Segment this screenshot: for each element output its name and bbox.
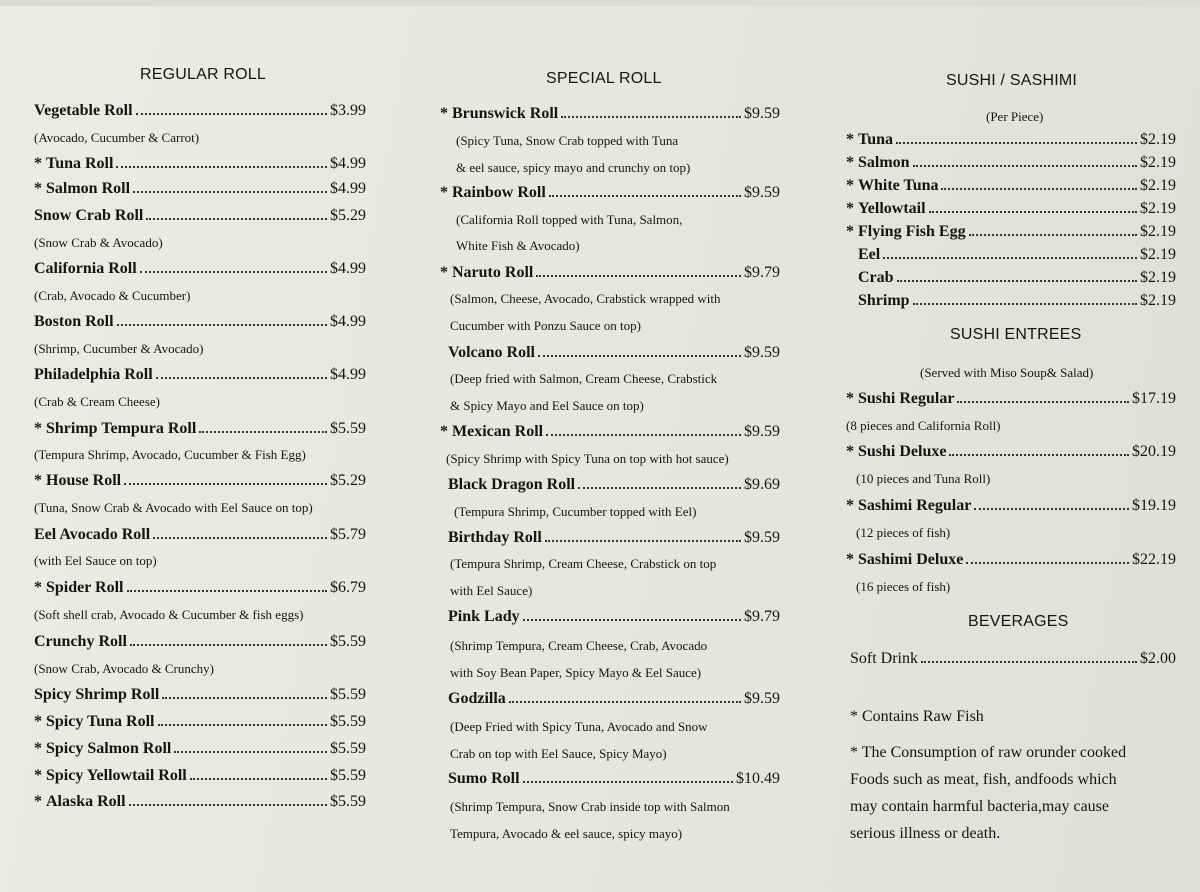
item-price: $22.19 xyxy=(1132,551,1176,568)
item-description: (Soft shell crab, Avocado & Cucumber & fish eggs) xyxy=(34,607,304,622)
item-name: Spider Roll xyxy=(46,579,124,596)
item-name: Godzilla xyxy=(448,690,506,707)
item-price: $5.59 xyxy=(330,767,366,784)
item-name: House Roll xyxy=(46,472,122,489)
raw-fish-marker: * xyxy=(846,177,854,194)
raw-fish-marker: * xyxy=(34,713,42,730)
item-price: $9.59 xyxy=(744,184,780,201)
item-description: (16 pieces of fish) xyxy=(856,579,951,594)
menu-item xyxy=(846,200,1176,218)
dot-leader xyxy=(545,540,741,542)
item-name: Yellowtail xyxy=(858,200,926,217)
item-name: Spicy Shrimp Roll xyxy=(34,686,160,703)
dot-leader xyxy=(130,644,327,646)
item-description: (Crab & Cream Cheese) xyxy=(34,394,160,409)
menu-item xyxy=(846,551,1176,569)
item-price: $2.19 xyxy=(1140,177,1176,194)
item-description: (Spicy Shrimp with Spicy Tuna on top with hot sauce) xyxy=(446,451,729,466)
dot-leader xyxy=(117,324,327,326)
menu-item xyxy=(858,246,1176,264)
health-warning-line: serious illness or death. xyxy=(850,825,1001,842)
menu-item xyxy=(34,793,366,811)
item-name: Spicy Tuna Roll xyxy=(46,713,155,730)
dot-leader xyxy=(156,377,327,379)
raw-fish-note: * Contains Raw Fish xyxy=(850,708,984,725)
item-price: $9.59 xyxy=(744,529,780,546)
item-description: (Avocado, Cucumber & Carrot) xyxy=(34,130,200,145)
item-name: Brunswick Roll xyxy=(452,105,559,122)
item-name: Sushi Deluxe xyxy=(858,443,947,460)
item-name: Birthday Roll xyxy=(448,529,542,546)
dot-leader xyxy=(127,590,328,592)
item-price: $2.00 xyxy=(1140,650,1176,667)
item-description: Tempura, Avocado & eel sauce, spicy mayo) xyxy=(450,826,683,841)
raw-fish-marker: * xyxy=(440,105,448,122)
item-price: $9.59 xyxy=(744,690,780,707)
item-name: Vegetable Roll xyxy=(34,102,133,119)
raw-fish-marker: * xyxy=(34,767,42,784)
dot-leader xyxy=(146,218,327,220)
item-name: California Roll xyxy=(34,260,137,277)
dot-leader xyxy=(949,454,1129,456)
dot-leader xyxy=(136,113,327,115)
item-description: (8 pieces and California Roll) xyxy=(846,418,1001,433)
raw-fish-marker: * xyxy=(34,472,42,489)
item-name: Sashimi Regular xyxy=(858,497,972,514)
section-title-sushi-sashimi: SUSHI / SASHIMI xyxy=(946,72,1078,89)
dot-leader xyxy=(153,537,327,539)
menu-item xyxy=(448,344,780,362)
dot-leader xyxy=(199,431,327,433)
item-name: Crab xyxy=(858,269,894,286)
item-description: (Salmon, Cheese, Avocado, Crabstick wrapped with xyxy=(450,291,721,306)
dot-leader xyxy=(124,483,327,485)
item-description: with Soy Bean Paper, Spicy Mayo & Eel Sauce) xyxy=(450,665,702,680)
dot-leader xyxy=(883,257,1137,259)
item-description: (California Roll topped with Tuna, Salmon, xyxy=(456,212,683,227)
item-price: $4.99 xyxy=(330,313,366,330)
menu-item xyxy=(846,131,1176,149)
menu-item xyxy=(846,443,1176,461)
item-price: $5.59 xyxy=(330,740,366,757)
section-subtitle: (Per Piece) xyxy=(986,109,1044,124)
raw-fish-marker: * xyxy=(440,423,448,440)
item-price: $4.99 xyxy=(330,260,366,277)
item-name: Salmon xyxy=(858,154,910,171)
item-description: (Tempura Shrimp, Cream Cheese, Crabstick on top xyxy=(450,556,717,571)
item-description: (Spicy Tuna, Snow Crab topped with Tuna xyxy=(456,133,679,148)
dot-leader xyxy=(129,804,327,806)
dot-leader xyxy=(549,195,741,197)
item-description: (Tuna, Snow Crab & Avocado with Eel Sauce on top) xyxy=(34,500,313,515)
raw-fish-marker: * xyxy=(846,551,854,568)
item-name: Tuna xyxy=(858,131,893,148)
item-price: $4.99 xyxy=(330,155,366,172)
item-price: $9.79 xyxy=(744,608,780,625)
item-price: $2.19 xyxy=(1140,154,1176,171)
menu-item xyxy=(440,184,780,202)
dot-leader xyxy=(158,724,328,726)
item-description: with Eel Sauce) xyxy=(450,583,533,598)
section-subtitle: (Served with Miso Soup& Salad) xyxy=(920,365,1094,380)
menu-item xyxy=(34,313,366,331)
item-price: $5.29 xyxy=(330,207,366,224)
item-description: (Tempura Shrimp, Avocado, Cucumber & Fish Egg) xyxy=(34,447,306,462)
item-price: $17.19 xyxy=(1132,390,1176,407)
item-price: $20.19 xyxy=(1132,443,1176,460)
menu-item xyxy=(34,207,366,225)
item-name: Sumo Roll xyxy=(448,770,520,787)
item-name: Spicy Salmon Roll xyxy=(46,740,172,757)
menu-item xyxy=(34,633,366,651)
section-title-special-roll: SPECIAL ROLL xyxy=(546,70,662,87)
menu-item xyxy=(858,269,1176,287)
item-price: $5.59 xyxy=(330,793,366,810)
item-description: (Snow Crab & Avocado) xyxy=(34,235,163,250)
dot-leader xyxy=(974,508,1129,510)
menu-item xyxy=(34,686,366,704)
menu-item xyxy=(34,366,366,384)
item-description: White Fish & Avocado) xyxy=(456,238,580,253)
item-price: $2.19 xyxy=(1140,223,1176,240)
health-warning-line: * The Consumption of raw orunder cooked xyxy=(850,744,1127,761)
raw-fish-marker: * xyxy=(846,223,854,240)
item-name: Sashimi Deluxe xyxy=(858,551,964,568)
raw-fish-marker: * xyxy=(34,420,42,437)
item-description: (10 pieces and Tuna Roll) xyxy=(856,471,991,486)
item-name: Shrimp xyxy=(858,292,910,309)
raw-fish-marker: * xyxy=(34,579,42,596)
dot-leader xyxy=(941,188,1137,190)
item-price: $6.79 xyxy=(330,579,366,596)
item-name: Eel Avocado Roll xyxy=(34,526,151,543)
item-name: Snow Crab Roll xyxy=(34,207,144,224)
menu-item xyxy=(846,390,1176,408)
item-description: (Deep Fried with Spicy Tuna, Avocado and Snow xyxy=(450,719,708,734)
item-name: Eel xyxy=(858,246,881,263)
menu-item xyxy=(440,264,780,282)
dot-leader xyxy=(913,165,1137,167)
item-price: $5.79 xyxy=(330,526,366,543)
item-price: $9.59 xyxy=(744,105,780,122)
health-warning-line: Foods such as meat, fish, andfoods which xyxy=(850,771,1117,788)
dot-leader xyxy=(897,280,1137,282)
menu-item xyxy=(846,223,1176,241)
menu-item xyxy=(34,420,366,438)
item-name: Naruto Roll xyxy=(452,264,534,281)
dot-leader xyxy=(116,166,327,168)
raw-fish-marker: * xyxy=(846,154,854,171)
menu-item xyxy=(846,154,1176,172)
item-price: $5.59 xyxy=(330,713,366,730)
item-price: $2.19 xyxy=(1140,131,1176,148)
item-name: Philadelphia Roll xyxy=(34,366,153,383)
raw-fish-marker: * xyxy=(846,443,854,460)
health-warning-line: may contain harmful bacteria,may cause xyxy=(850,798,1109,815)
item-description: (Shrimp Tempura, Cream Cheese, Crab, Avocado xyxy=(450,638,708,653)
raw-fish-marker: * xyxy=(34,180,42,197)
item-name: Boston Roll xyxy=(34,313,114,330)
item-description: (Crab, Avocado & Cucumber) xyxy=(34,288,191,303)
item-name: Crunchy Roll xyxy=(34,633,127,650)
raw-fish-marker: * xyxy=(440,184,448,201)
item-name: Spicy Yellowtail Roll xyxy=(46,767,187,784)
item-name: Salmon Roll xyxy=(46,180,131,197)
item-price: $5.29 xyxy=(330,472,366,489)
dot-leader xyxy=(969,234,1137,236)
item-description: (Snow Crab, Avocado & Crunchy) xyxy=(34,661,214,676)
dot-leader xyxy=(536,275,741,277)
item-name: Sushi Regular xyxy=(858,390,955,407)
menu-item xyxy=(448,529,780,547)
dot-leader xyxy=(561,116,741,118)
item-description: (Deep fried with Salmon, Cream Cheese, Crabstick xyxy=(450,371,718,386)
menu-item xyxy=(850,650,1176,668)
raw-fish-marker: * xyxy=(846,200,854,217)
item-description: (Tempura Shrimp, Cucumber topped with Eel) xyxy=(454,504,697,519)
item-name: Soft Drink xyxy=(850,650,918,667)
dot-leader xyxy=(140,271,327,273)
menu-item xyxy=(448,690,780,708)
item-price: $3.99 xyxy=(330,102,366,119)
item-price: $9.59 xyxy=(744,344,780,361)
raw-fish-marker: * xyxy=(440,264,448,281)
item-price: $2.19 xyxy=(1140,292,1176,309)
item-price: $9.69 xyxy=(744,476,780,493)
dot-leader xyxy=(523,619,741,621)
menu-item xyxy=(34,767,366,785)
item-name: Volcano Roll xyxy=(448,344,535,361)
item-price: $9.79 xyxy=(744,264,780,281)
item-description: Cucumber with Ponzu Sauce on top) xyxy=(450,318,641,333)
item-price: $2.19 xyxy=(1140,269,1176,286)
menu-item xyxy=(34,472,366,490)
dot-leader xyxy=(966,562,1129,564)
item-name: Tuna Roll xyxy=(46,155,114,172)
raw-fish-marker: * xyxy=(34,155,42,172)
item-price: $5.59 xyxy=(330,633,366,650)
menu-item xyxy=(34,102,366,120)
item-name: White Tuna xyxy=(858,177,939,194)
item-description: & eel sauce, spicy mayo and crunchy on top) xyxy=(456,160,691,175)
menu-item xyxy=(34,260,366,278)
menu-item xyxy=(34,740,366,758)
item-description: (Shrimp Tempura, Snow Crab inside top with Salmon xyxy=(450,799,730,814)
menu-page xyxy=(0,6,1200,892)
menu-item xyxy=(34,526,366,544)
raw-fish-marker: * xyxy=(34,740,42,757)
item-description: (Shrimp, Cucumber & Avocado) xyxy=(34,341,204,356)
item-price: $4.99 xyxy=(330,366,366,383)
dot-leader xyxy=(921,661,1137,663)
menu-item xyxy=(846,177,1176,195)
section-title-regular-roll: REGULAR ROLL xyxy=(140,66,266,83)
menu-item xyxy=(34,180,366,198)
dot-leader xyxy=(578,487,741,489)
dot-leader xyxy=(174,751,327,753)
item-name: Flying Fish Egg xyxy=(858,223,966,240)
menu-item xyxy=(448,770,780,788)
menu-item xyxy=(858,292,1176,310)
item-price: $2.19 xyxy=(1140,200,1176,217)
item-price: $10.49 xyxy=(736,770,780,787)
item-description: & Spicy Mayo and Eel Sauce on top) xyxy=(450,398,644,413)
item-price: $19.19 xyxy=(1132,497,1176,514)
menu-item xyxy=(448,608,780,626)
item-price: $5.59 xyxy=(330,420,366,437)
menu-item xyxy=(440,423,780,441)
item-description: (with Eel Sauce on top) xyxy=(34,553,157,568)
section-title-sushi-entrees: SUSHI ENTREES xyxy=(950,326,1082,343)
item-price: $4.99 xyxy=(330,180,366,197)
item-price: $2.19 xyxy=(1140,246,1176,263)
dot-leader xyxy=(929,211,1137,213)
dot-leader xyxy=(509,701,741,703)
section-title-beverages: BEVERAGES xyxy=(968,613,1069,630)
item-name: Pink Lady xyxy=(448,608,520,625)
item-name: Shrimp Tempura Roll xyxy=(46,420,197,437)
item-name: Black Dragon Roll xyxy=(448,476,576,493)
dot-leader xyxy=(546,434,741,436)
raw-fish-marker: * xyxy=(34,793,42,810)
dot-leader xyxy=(538,355,741,357)
item-price: $9.59 xyxy=(744,423,780,440)
dot-leader xyxy=(913,303,1137,305)
dot-leader xyxy=(190,778,327,780)
raw-fish-marker: * xyxy=(846,390,854,407)
menu-item xyxy=(448,476,780,494)
dot-leader xyxy=(896,142,1137,144)
item-price: $5.59 xyxy=(330,686,366,703)
menu-item xyxy=(34,713,366,731)
item-name: Alaska Roll xyxy=(46,793,126,810)
menu-item xyxy=(846,497,1176,515)
item-description: (12 pieces of fish) xyxy=(856,525,951,540)
dot-leader xyxy=(162,697,327,699)
raw-fish-marker: * xyxy=(846,131,854,148)
menu-item xyxy=(34,579,366,597)
dot-leader xyxy=(523,781,733,783)
item-name: Mexican Roll xyxy=(452,423,544,440)
menu-item xyxy=(440,105,780,123)
item-name: Rainbow Roll xyxy=(452,184,546,201)
dot-leader xyxy=(957,401,1129,403)
menu-item xyxy=(34,155,366,173)
dot-leader xyxy=(133,191,327,193)
item-description: Crab on top with Eel Sauce, Spicy Mayo) xyxy=(450,746,667,761)
raw-fish-marker: * xyxy=(846,497,854,514)
